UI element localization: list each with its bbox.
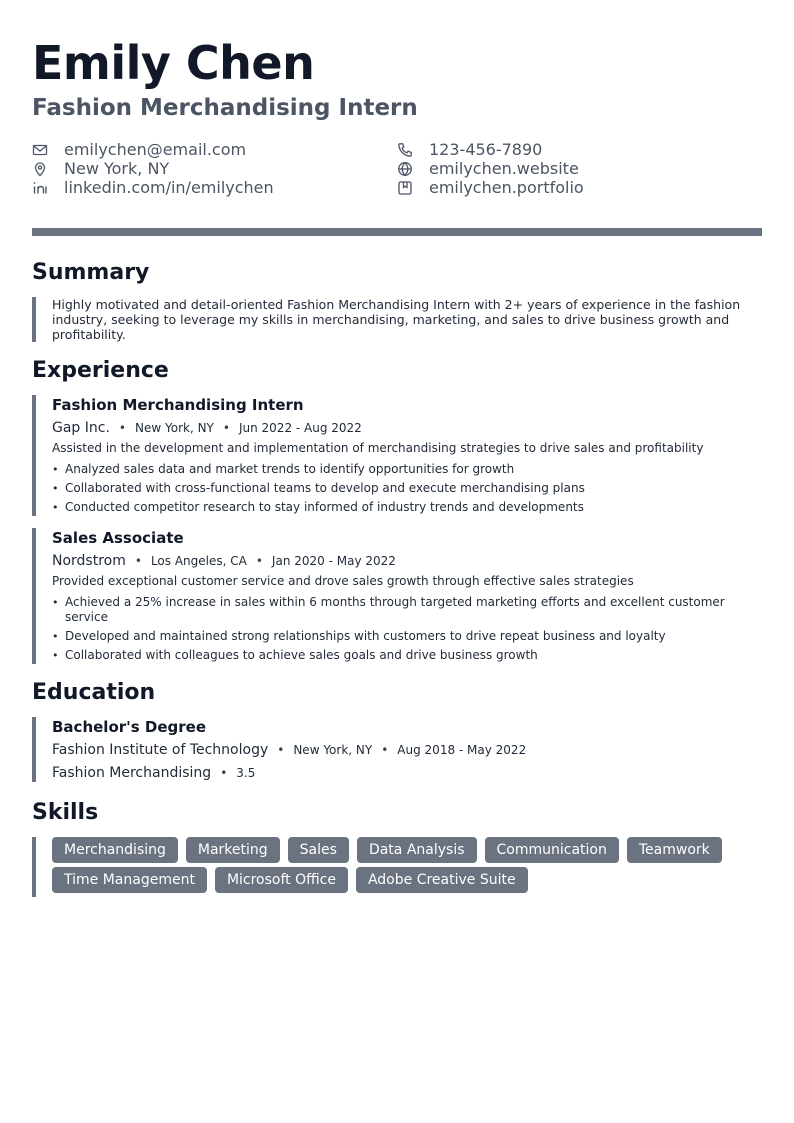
contact-portfolio[interactable] bbox=[397, 178, 584, 197]
school-name: Fashion Institute of Technology bbox=[52, 741, 269, 758]
section-title-summary: Summary bbox=[32, 260, 150, 285]
job-bullets bbox=[52, 462, 762, 515]
linkedin-icon bbox=[32, 180, 48, 196]
gpa-value: 3.5 bbox=[236, 765, 256, 780]
summary-text: Highly motivated and detail-oriented Fashion Merchandising Intern with 2+ years of experience in the fashion industry, seeking to leverage my skills in merchandising, marketing, and sales to drive business growth and profitability. bbox=[52, 297, 741, 342]
skill-chip: Time Management bbox=[52, 867, 207, 893]
contact-location-text: New York, NY bbox=[64, 159, 170, 178]
separator-dot: • bbox=[255, 553, 263, 568]
section-title-education: Education bbox=[32, 680, 156, 705]
skills-block bbox=[32, 837, 762, 897]
field-of-study: Fashion Merchandising bbox=[52, 764, 212, 781]
contact-email-text: emilychen@email.com bbox=[64, 140, 247, 159]
contact-column-right bbox=[397, 140, 584, 197]
experience-entry bbox=[32, 528, 762, 664]
job-meta bbox=[52, 416, 762, 439]
mail-icon bbox=[32, 142, 48, 158]
job-bullet: • Collaborated with cross-functional teams to develop and execute merchandising plans bbox=[52, 481, 762, 496]
contact-website[interactable] bbox=[397, 159, 584, 178]
school-location: New York, NY bbox=[293, 742, 373, 757]
job-bullet: • Developed and maintained strong relationships with customers to drive repeat business and loyalty bbox=[52, 629, 762, 644]
company-name: Nordstrom bbox=[52, 552, 126, 569]
job-bullet: • Analyzed sales data and market trends to identify opportunities for growth bbox=[52, 462, 762, 477]
contact-linkedin[interactable] bbox=[32, 178, 274, 197]
contact-email[interactable] bbox=[32, 140, 274, 159]
section-title-skills: Skills bbox=[32, 800, 99, 825]
job-title: Fashion Merchandising Intern bbox=[52, 396, 304, 414]
skill-chip: Sales bbox=[288, 837, 349, 863]
skill-chip: Marketing bbox=[186, 837, 280, 863]
job-dates: Jun 2022 - Aug 2022 bbox=[238, 420, 362, 435]
job-bullets bbox=[52, 595, 762, 663]
skill-chip: Microsoft Office bbox=[215, 867, 348, 893]
education-field-row bbox=[52, 761, 762, 784]
map-pin-icon bbox=[32, 161, 48, 177]
summary-block bbox=[32, 297, 762, 342]
contact-location bbox=[32, 159, 274, 178]
separator-dot: • bbox=[118, 420, 126, 435]
section-title-experience: Experience bbox=[32, 358, 169, 383]
job-description: Assisted in the development and implementation of merchandising strategies to drive sales and profitability bbox=[52, 441, 704, 455]
separator-dot: • bbox=[277, 742, 285, 757]
experience-entry bbox=[32, 395, 762, 516]
skill-chips bbox=[52, 837, 762, 893]
education-dates: Aug 2018 - May 2022 bbox=[397, 742, 527, 757]
job-meta bbox=[52, 549, 762, 572]
contact-phone[interactable] bbox=[397, 140, 584, 159]
job-title: Sales Associate bbox=[52, 529, 184, 547]
skill-chip: Merchandising bbox=[52, 837, 178, 863]
separator-dot: • bbox=[134, 553, 142, 568]
separator-dot: • bbox=[381, 742, 389, 757]
job-dates: Jan 2020 - May 2022 bbox=[271, 553, 396, 568]
job-description: Provided exceptional customer service and drove sales growth through effective sales strategies bbox=[52, 574, 634, 588]
candidate-role: Fashion Merchandising Intern bbox=[32, 95, 418, 121]
degree-title: Bachelor's Degree bbox=[52, 718, 206, 736]
skill-chip: Adobe Creative Suite bbox=[356, 867, 528, 893]
education-meta bbox=[52, 738, 762, 761]
separator-dot: • bbox=[220, 765, 228, 780]
contact-column-left bbox=[32, 140, 274, 197]
contact-phone-text: 123-456-7890 bbox=[429, 140, 543, 159]
header-divider bbox=[32, 228, 762, 236]
separator-dot: • bbox=[222, 420, 230, 435]
candidate-name: Emily Chen bbox=[32, 36, 315, 90]
contact-website-text: emilychen.website bbox=[429, 159, 579, 178]
education-entry bbox=[32, 717, 762, 782]
contact-portfolio-text: emilychen.portfolio bbox=[429, 178, 584, 197]
job-bullet: • Collaborated with colleagues to achieve sales goals and drive business growth bbox=[52, 648, 762, 663]
job-location: New York, NY bbox=[135, 420, 214, 435]
skill-chip: Data Analysis bbox=[357, 837, 477, 863]
contact-linkedin-text: linkedin.com/in/emilychen bbox=[64, 178, 274, 197]
job-bullet: • Achieved a 25% increase in sales within 6 months through targeted marketing efforts and excellent customer service bbox=[52, 595, 762, 625]
phone-icon bbox=[397, 142, 413, 158]
globe-icon bbox=[397, 161, 413, 177]
job-bullet: • Conducted competitor research to stay informed of industry trends and developments bbox=[52, 500, 762, 515]
job-location: Los Angeles, CA bbox=[150, 553, 247, 568]
skill-chip: Communication bbox=[485, 837, 619, 863]
company-name: Gap Inc. bbox=[52, 419, 110, 436]
portfolio-icon bbox=[397, 180, 413, 196]
skill-chip: Teamwork bbox=[627, 837, 722, 863]
